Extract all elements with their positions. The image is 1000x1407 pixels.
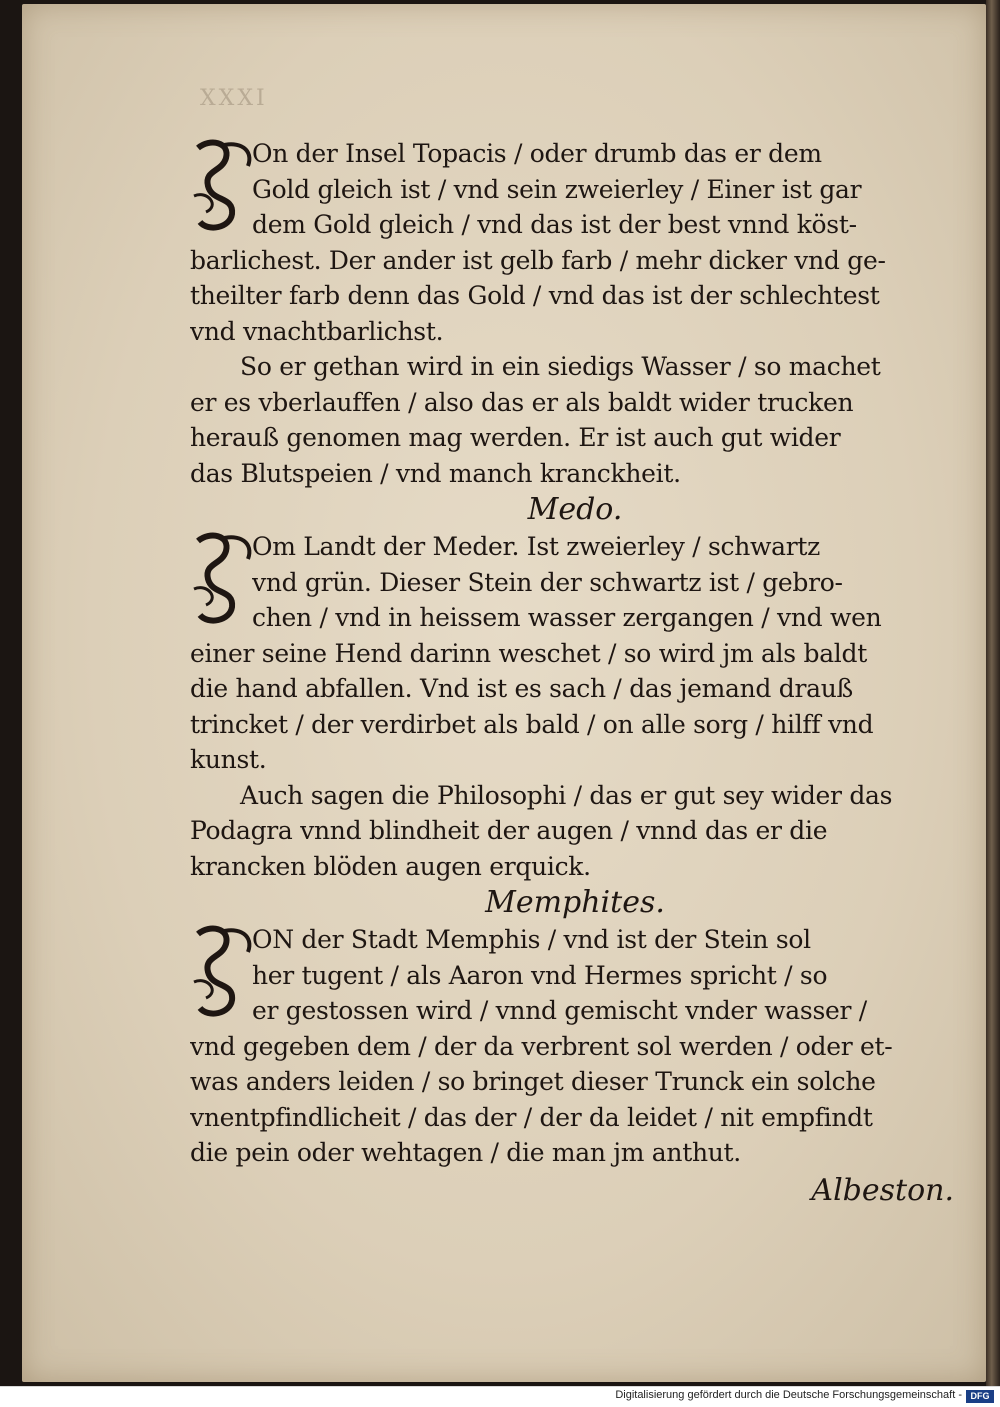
section-memphites	[190, 922, 960, 1171]
text-line: Gold gleich ist / vnd sein zweierley / Einer ist gar	[252, 174, 862, 204]
dfg-logo[interactable]: DFG	[966, 1390, 994, 1403]
text-line: barlichest. Der ander ist gelb farb / mehr dicker vnd ge-	[190, 245, 886, 275]
text-line: dem Gold gleich / vnd das ist der best vnnd köst-	[252, 210, 857, 239]
section-medo	[190, 529, 960, 884]
catchword: Albeston.	[811, 1172, 954, 1208]
book-edge	[986, 0, 1000, 1386]
text-line: das Blutspeien / vnd manch kranckheit.	[190, 458, 681, 488]
text-line: ON der Stadt Memphis / vnd ist der Stein sol	[252, 925, 811, 954]
text-line: her tugent / als Aaron vnd Hermes spricht / so	[252, 960, 828, 990]
text-line: vnd grün. Dieser Stein der schwartz ist / gebro-	[252, 567, 843, 597]
text-line: Auch sagen die Philosophi / das er gut sey wider das	[240, 780, 893, 810]
text-line: Om Landt der Meder. Ist zweierley / schwartz	[252, 532, 820, 561]
text-line: vnentpfindlicheit / das der / der da leidet / nit empfindt	[190, 1102, 873, 1132]
section-topacis	[190, 136, 960, 491]
decorated-initial-v	[190, 529, 250, 627]
text-line: krancken blöden augen erquick.	[190, 851, 591, 881]
folio-number: XXXI	[200, 86, 268, 111]
page-text	[190, 136, 960, 1211]
text-line: die pein oder wehtagen / die man jm anthut.	[190, 1138, 741, 1167]
footer-bar	[0, 1386, 1000, 1407]
text-line: chen / vnd in heissem wasser zergangen / vnd wen	[252, 603, 882, 632]
text-line: trincket / der verdirbet als bald / on alle sorg / hilff vnd	[190, 709, 874, 739]
text-line: vnd gegeben dem / der da verbrent sol werden / oder et-	[190, 1031, 893, 1061]
text-line: herauß genomen mag werden. Er ist auch gut wider	[190, 423, 841, 452]
text-line: Podagra vnnd blindheit der augen / vnnd das er die	[190, 816, 828, 845]
text-line: kunst.	[190, 745, 267, 774]
funding-credit: Digitalisierung gefördert durch die Deutsche Forschungsgemeinschaft -	[615, 1389, 962, 1401]
text-line: theilter farb denn das Gold / vnd das ist der schlechtest	[190, 281, 880, 310]
text-line: die hand abfallen. Vnd ist es sach / das jemand drauß	[190, 674, 853, 703]
text-line: er gestossen wird / vnnd gemischt vnder wasser /	[252, 996, 867, 1025]
decorated-initial-v	[190, 922, 250, 1020]
book-page	[22, 4, 986, 1382]
decorated-initial-v	[190, 136, 250, 234]
text-line: er es vberlauffen / also das er als baldt wider trucken	[190, 387, 854, 417]
text-line: was anders leiden / so bringet dieser Trunck ein solche	[190, 1067, 876, 1096]
text-line: On der Insel Topacis / oder drumb das er dem	[252, 139, 822, 168]
text-line: einer seine Hend darinn weschet / so wird jm als baldt	[190, 638, 867, 668]
text-line: vnd vnachtbarlichst.	[190, 316, 444, 346]
section-heading-medo: Medo.	[527, 492, 623, 527]
text-line: So er gethan wird in ein siedigs Wasser / so machet	[240, 352, 881, 381]
section-heading-memphites: Memphites.	[485, 885, 665, 920]
